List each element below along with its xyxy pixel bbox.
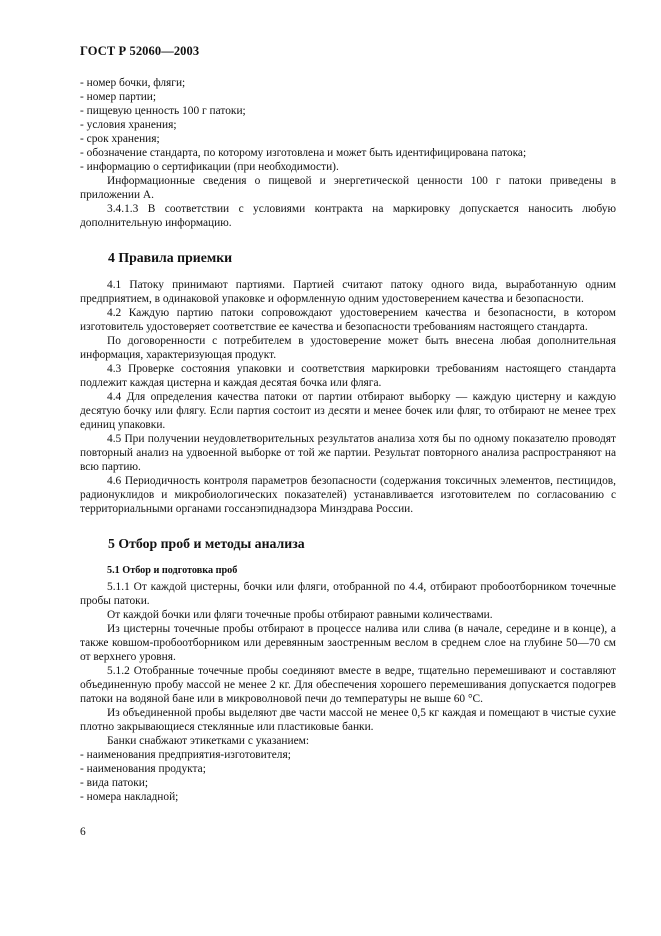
list-item: - вида патоки; [80, 777, 148, 789]
page-number: 6 [80, 826, 86, 838]
paragraph-5-1-1-equal: От каждой бочки или фляги точечные пробы отбирают равными количествами. [107, 609, 493, 621]
paragraph-4-2: 4.2 Каждую партию патоки сопровождают удостоверением качества и безопасности, в котором изготовитель удостоверяет соответствие ее качества и безопасности требованиям настоящего стандарта. [80, 307, 616, 333]
paragraph-4-4: 4.4 Для определения качества патоки от партии отбирают выборку — каждую цистерну и каждую десятую бочку или флягу. Если партия состоит из десяти и менее бочек или фляг, то отбирают не менее трех единиц упаковки. [80, 391, 616, 431]
paragraph-4-3: 4.3 Проверке состояния упаковки и соответствия маркировки требованиям настоящего стандарта подлежит каждая цистерна и каждая десятая бочка или фляга. [80, 363, 616, 389]
list-item: - обозначение стандарта, по которому изготовлена и может быть идентифицирована патока; [80, 147, 527, 159]
list-item: - номер бочки, фляги; [80, 77, 186, 89]
list-item: - информацию о сертификации (при необходимости). [80, 161, 339, 173]
section-heading-4: 4 Правила приемки [108, 250, 233, 265]
list-item: - срок хранения; [80, 133, 160, 145]
paragraph-5-1-2: 5.1.2 Отобранные точечные пробы соединяют вместе в ведре, тщательно перемешивают и составляют объединенную пробу массой не менее 2 кг. Для обеспечения хорошего перемешивания допускается подогрев патоки на водяной бане или в микроволновой печи до температуры не выше 60 °С. [80, 665, 616, 705]
paragraph-3-4-1-3: 3.4.1.3 В соответствии с условиями контракта на маркировку допускается наносить любую дополнительную информацию. [80, 203, 616, 229]
paragraph-5-1-1-tank: Из цистерны точечные пробы отбирают в процессе налива или слива (в начале, середине и в конце), а также ковшом-пробоотборником или деревянным заостренным веслом в среднем слое на глубине 50—70 см от верхнего уровня. [80, 623, 616, 663]
subsection-heading-5-1: 5.1 Отбор и подготовка проб [107, 565, 238, 576]
list-item: - условия хранения; [80, 119, 177, 131]
paragraph-4-6: 4.6 Периодичность контроля параметров безопасности (содержания токсичных элементов, пестицидов, радионуклидов и микробиологических показателей) устанавливается изготовителем по согласованию с территориальными органами госсанэпиднадзора Минздрава России. [80, 475, 616, 515]
paragraph-4-1: 4.1 Патоку принимают партиями. Партией считают патоку одного вида, выработанную одним предприятием, в одинаковой упаковке и оформленную одним удостоверением качества и безопасности. [80, 279, 616, 305]
list-item: - номер партии; [80, 91, 157, 103]
list-item: - номера накладной; [80, 791, 179, 803]
list-item: - наименования предприятия-изготовителя; [80, 749, 291, 761]
list-item: - пищевую ценность 100 г патоки; [80, 105, 246, 117]
paragraph-nutrition-info: Информационные сведения о пищевой и энергетической ценности 100 г патоки приведены в приложении А. [80, 175, 616, 201]
paragraph-4-5: 4.5 При получении неудовлетворительных результатов анализа хотя бы по одному показателю проводят повторный анализ на удвоенной выборке от той же партии. Результат повторного анализа распространяют на всю партию. [80, 433, 616, 473]
paragraph-5-1-2-jars: Из объединенной пробы выделяют две части массой не менее 0,5 кг каждая и помещают в чистые сухие плотно закрывающиеся стеклянные или пластиковые банки. [80, 707, 616, 733]
list-item: - наименования продукта; [80, 763, 206, 775]
paragraph-4-2-continued: По договоренности с потребителем в удостоверение может быть внесена любая дополнительная информация, характеризующая продукт. [80, 335, 616, 361]
paragraph-5-1-1: 5.1.1 От каждой цистерны, бочки или фляги, отобранной по 4.4, отбирают пробоотборником точечные пробы патоки. [80, 581, 616, 607]
document-body [80, 76, 616, 804]
section-heading-5: 5 Отбор проб и методы анализа [108, 536, 305, 551]
document-header-id: ГОСТ Р 52060—2003 [80, 44, 200, 58]
paragraph-5-1-2-labels: Банки снабжают этикетками с указанием: [107, 735, 310, 747]
